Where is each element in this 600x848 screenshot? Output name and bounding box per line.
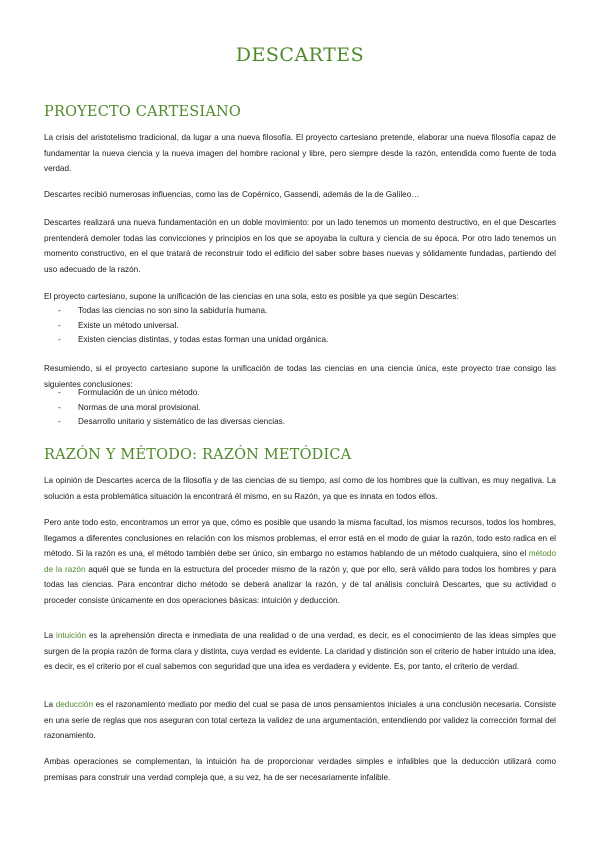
bullet-list: [58, 304, 548, 348]
list-item: - Todas las ciencias no son sino la sabiduría humana.: [58, 304, 548, 319]
paragraph: [44, 697, 556, 744]
text-run: aquél que se funda en la estructura del proceder mismo de la razón y, que por ello, será válido para todos los hombres y para todas las ciencias. Para encontrar dicho método se deberá analizar la razón, y de tal análisis concluirá Descartes, que su actividad o proceder consiste únicamente en dos operaciones básicas: intuición y deducción.: [44, 564, 556, 605]
list-item: - Existe un método universal.: [58, 319, 548, 334]
paragraph: [44, 628, 556, 675]
paragraph: La crisis del aristotelismo tradicional, da lugar a una nueva filosofía. El proyecto cartesiano pretende, elaborar una nueva filosofía capaz de fundamentar la nueva ciencia y la nueva imagen del hombre racional y libre, pero siempre desde la razón, entendida como fuente de toda verdad.: [44, 133, 556, 174]
section-heading-proyecto: PROYECTO CARTESIANO: [44, 104, 241, 120]
paragraph: El proyecto cartesiano, supone la unificación de las ciencias en una sola, esto es posible ya que según Descartes:: [44, 292, 459, 301]
list-item: - Normas de una moral provisional.: [58, 401, 548, 416]
page-title: DESCARTES: [235, 44, 365, 66]
paragraph: La opinión de Descartes acerca de la filosofía y de las ciencias de su tiempo, así como de los hombres que la cultivan, es muy negativa. La solución a esta problemática situación la encontrará él mismo, en su Razón, ya que es innata en todos ellos.: [44, 476, 556, 501]
highlight-term: deducción: [55, 700, 94, 709]
paragraph: [44, 515, 556, 609]
paragraph: Descartes recibió numerosas influencias, como las de Copérnico, Gassendi, además de la de Galileo…: [44, 190, 420, 199]
text-run: Pero ante todo esto, encontramos un error ya que, cómo es posible que usando la misma facultad, los mismos recursos, todos los hombres, llegamos a diferentes conclusiones en relación con los mismos problemas, el error está en el modo de guiar la razón, todo esto radica en el método. Si la razón es una, el método también debe ser único, sin embargo no estamos hablando de un método cualquiera, sino el: [44, 518, 556, 559]
list-item: - Formulación de un único método.: [58, 386, 548, 401]
paragraph: Descartes realizará una nueva fundamentación en un doble movimiento: por un lado tenemos un momento destructivo, en el que Descartes prentenderá demoler todas las convicciones y principios en los que se apoyaba la cultura y ciencia de su época. Por otro lado tenemos un momento constructivo, en el que tratará de reconstruir todo el edificio del saber sobre bases nuevas y sólidamente fundadas, partiendo del uso adecuado de la razón.: [44, 218, 556, 274]
highlight-term: intuición: [56, 631, 87, 640]
text-run: La: [44, 700, 56, 709]
text-run: es el razonamiento mediato por medio del cual se pasa de unos pensamientos iniciales a una conclusión necesaria. Consiste en una serie de reglas que nos aseguran con total certeza la validez de una argumentación, entendiendo por validez la corrección formal del razonamiento.: [44, 700, 556, 741]
highlight-term: método de la razón: [44, 549, 556, 574]
paragraph: Ambas operaciones se complementan, la intuición ha de proporcionar verdades simples e infalibles que la deducción utilizará como premisas para construir una verdad compleja que, a su vez, ha de ser necesariamente infalible.: [44, 757, 556, 782]
bullet-list: [58, 386, 548, 430]
list-item: - Existen ciencias distintas, y todas estas forman una unidad orgánica.: [58, 333, 548, 348]
text-run: es la aprehensión directa e inmediata de una realidad o de una verdad, es decir, es el conocimiento de las ideas simples que surgen de la propia razón de forma clara y distinta, cuya verdad es evidente. La claridad y distinción son el criterio de haber intuido una idea, es decir, es el criterio por el cual sabemos con seguridad que una idea es verdadera y evidente. Es, por tanto, el criterio de verdad.: [44, 631, 556, 672]
section-heading-razon: RAZÓN Y MÉTODO: RAZÓN METÓDICA: [44, 447, 352, 463]
paragraph: Resumiendo, si el proyecto cartesiano supone la unificación de todas las ciencias en una ciencia única, este proyecto trae consigo las siguientes conclusiones:: [44, 364, 556, 389]
text-run: La: [44, 631, 57, 640]
list-item: - Desarrollo unitario y sistemático de las diversas ciencias.: [58, 415, 548, 430]
